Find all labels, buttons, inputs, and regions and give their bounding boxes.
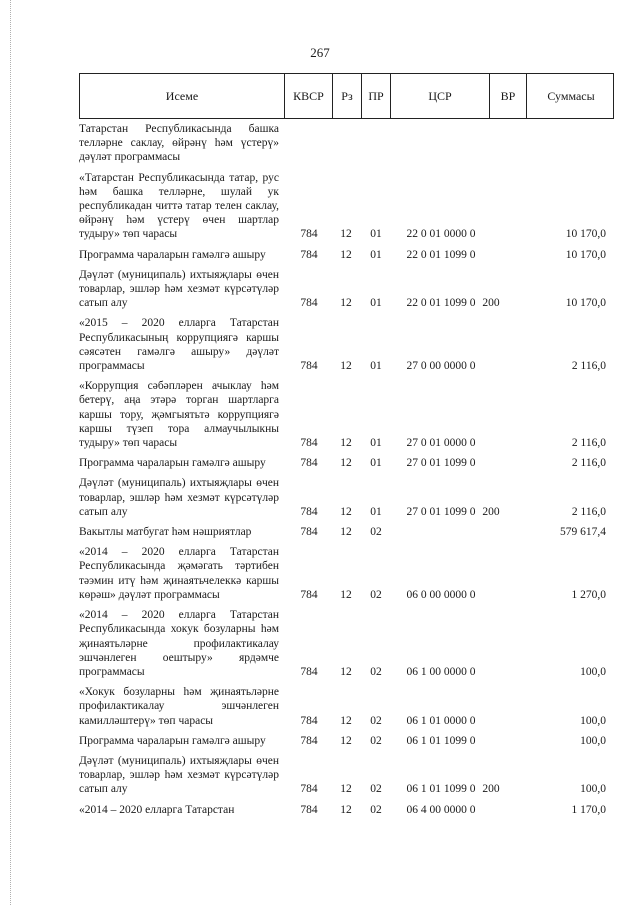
row-csr: 06 1 01 1099 0 bbox=[406, 783, 476, 796]
row-sum: 10 170,0 bbox=[565, 228, 606, 241]
row-rz: 12 bbox=[340, 360, 352, 373]
row-name: Программа чараларын гамәлгә ашыру bbox=[79, 457, 266, 470]
row-csr: 27 0 01 1099 0 bbox=[406, 505, 476, 518]
row-rz: 12 bbox=[340, 714, 352, 727]
row-rz: 12 bbox=[340, 588, 352, 601]
row-rz: 12 bbox=[340, 665, 352, 678]
table-row bbox=[79, 734, 614, 748]
header-kvsr: КВСР bbox=[285, 74, 333, 118]
row-pr: 01 bbox=[370, 437, 382, 450]
row-kvsr: 784 bbox=[300, 714, 318, 727]
row-name: Программа чараларын гамәлгә ашыру bbox=[79, 734, 266, 747]
row-sum: 10 170,0 bbox=[565, 297, 606, 310]
row-csr: 22 0 01 1099 0 bbox=[406, 248, 476, 261]
row-kvsr: 784 bbox=[300, 588, 318, 601]
table-row bbox=[79, 316, 614, 373]
row-kvsr: 784 bbox=[300, 665, 318, 678]
row-pr: 02 bbox=[370, 783, 382, 796]
row-pr: 01 bbox=[370, 457, 382, 470]
table-row bbox=[79, 171, 614, 242]
row-kvsr: 784 bbox=[300, 803, 318, 816]
header-sum: Суммасы bbox=[547, 88, 595, 103]
row-pr: 02 bbox=[370, 734, 382, 747]
row-name: «2014 – 2020 елларга Татарстан Республикасында хокук бозуларны һәм җинаятьләрне профилактикалау эшчәнлеген оештыру» ярдәмче программасы bbox=[79, 609, 279, 678]
row-name: Татарстан Республикасында башка телләрне саклау, өйрәнү һәм үстерү» дәүләт программасы bbox=[79, 123, 279, 164]
row-pr: 02 bbox=[370, 526, 382, 539]
row-rz: 12 bbox=[340, 526, 352, 539]
table-row bbox=[79, 803, 614, 817]
row-rz: 12 bbox=[340, 228, 352, 241]
table-row bbox=[79, 754, 614, 797]
header-name: Исеме bbox=[80, 74, 285, 118]
header-pr: ПР bbox=[362, 74, 391, 118]
row-pr: 01 bbox=[370, 360, 382, 373]
row-sum: 579 617,4 bbox=[560, 526, 606, 539]
row-csr: 27 0 01 1099 0 bbox=[406, 457, 476, 470]
table-row bbox=[79, 476, 614, 519]
row-csr: 06 1 00 0000 0 bbox=[406, 665, 476, 678]
row-name: Дәүләт (муниципаль) ихтыяҗлары өчен товарлар, эшләр һәм хезмәт күрсәтүләр сатып алу bbox=[79, 477, 279, 518]
row-rz: 12 bbox=[340, 457, 352, 470]
row-sum: 2 116,0 bbox=[571, 505, 606, 518]
row-name: «Татарстан Республикасында татар, рус һәм башка телләрне, шулай ук республикадан читтә татар телен саклау, өйрәнү һәм үстерү өчен шартлар тудыру» төп чарасы bbox=[79, 171, 279, 241]
row-csr: 27 0 01 0000 0 bbox=[406, 437, 476, 450]
row-rz: 12 bbox=[340, 248, 352, 261]
row-kvsr: 784 bbox=[300, 783, 318, 796]
page-number: 267 bbox=[310, 45, 330, 60]
table-header bbox=[79, 73, 614, 119]
row-rz: 12 bbox=[340, 437, 352, 450]
row-csr: 27 0 00 0000 0 bbox=[406, 360, 476, 373]
row-sum: 2 116,0 bbox=[571, 437, 606, 450]
table-row bbox=[79, 545, 614, 602]
row-csr: 06 4 00 0000 0 bbox=[406, 803, 476, 816]
row-sum: 100,0 bbox=[580, 783, 606, 796]
row-rz: 12 bbox=[340, 297, 352, 310]
row-rz: 12 bbox=[340, 803, 352, 816]
row-name: Программа чараларын гамәлгә ашыру bbox=[79, 248, 266, 261]
row-sum: 1 170,0 bbox=[571, 803, 606, 816]
row-kvsr: 784 bbox=[300, 505, 318, 518]
row-name: «Коррупция сәбәпләрен ачыклау һәм бетерү, аңа этәрә торган шартларга каршы тору, җәмгыятьтә коррупциягә каршы түзеп тора алмаучылыкны тудыру» төп чарасы bbox=[79, 380, 279, 450]
row-vr: 200 bbox=[482, 505, 500, 518]
row-kvsr: 784 bbox=[300, 248, 318, 261]
row-kvsr: 784 bbox=[300, 526, 318, 539]
row-sum: 2 116,0 bbox=[571, 457, 606, 470]
row-csr: 22 0 01 1099 0 bbox=[406, 297, 476, 310]
row-kvsr: 784 bbox=[300, 437, 318, 450]
row-pr: 02 bbox=[370, 588, 382, 601]
row-kvsr: 784 bbox=[300, 360, 318, 373]
table-body bbox=[79, 122, 614, 817]
row-name: Дәүләт (муниципаль) ихтыяҗлары өчен товарлар, эшләр һәм хезмәт күрсәтүләр сатып алу bbox=[79, 268, 279, 310]
row-name: «Хокук бозуларны һәм җинаятьләрне профилактикалау эшчәнлеген камилләштерү» төп чарасы bbox=[79, 686, 279, 727]
row-sum: 2 116,0 bbox=[571, 360, 606, 373]
row-pr: 02 bbox=[370, 665, 382, 678]
table-row bbox=[79, 268, 614, 311]
table-row bbox=[79, 608, 614, 679]
table-row bbox=[79, 379, 614, 450]
row-csr: 22 0 01 0000 0 bbox=[406, 228, 476, 241]
row-rz: 12 bbox=[340, 734, 352, 747]
row-csr: 06 0 00 0000 0 bbox=[406, 588, 476, 601]
row-sum: 100,0 bbox=[580, 714, 606, 727]
row-vr: 200 bbox=[482, 783, 500, 796]
row-name: «2014 – 2020 елларга Татарстан Республикасында җәмәгать тәртибен тәэмин итү һәм җинаятьчелеккә каршы көрәш» дәүләт программасы bbox=[79, 546, 279, 601]
table-row bbox=[79, 525, 614, 539]
row-pr: 02 bbox=[370, 803, 382, 816]
row-pr: 02 bbox=[370, 714, 382, 727]
row-sum: 100,0 bbox=[580, 734, 606, 747]
scan-margin-dots bbox=[10, 0, 11, 905]
row-kvsr: 784 bbox=[300, 457, 318, 470]
row-sum: 100,0 bbox=[580, 665, 606, 678]
row-pr: 01 bbox=[370, 228, 382, 241]
row-kvsr: 784 bbox=[300, 734, 318, 747]
row-pr: 01 bbox=[370, 505, 382, 518]
header-vr: ВР bbox=[490, 74, 527, 118]
row-vr: 200 bbox=[482, 297, 500, 310]
row-csr: 06 1 01 1099 0 bbox=[406, 734, 476, 747]
table-row bbox=[79, 122, 614, 165]
row-rz: 12 bbox=[340, 505, 352, 518]
row-sum: 1 270,0 bbox=[571, 588, 606, 601]
header-csr: ЦСР bbox=[391, 74, 490, 118]
table-row bbox=[79, 685, 614, 728]
row-name: «2014 – 2020 елларга Татарстан bbox=[79, 803, 235, 816]
row-kvsr: 784 bbox=[300, 297, 318, 310]
header-rz: Рз bbox=[333, 74, 362, 118]
row-pr: 01 bbox=[370, 297, 382, 310]
table-row bbox=[79, 456, 614, 470]
row-pr: 01 bbox=[370, 248, 382, 261]
row-csr: 06 1 01 0000 0 bbox=[406, 714, 476, 727]
row-rz: 12 bbox=[340, 783, 352, 796]
row-kvsr: 784 bbox=[300, 228, 318, 241]
table-row bbox=[79, 248, 614, 262]
row-sum: 10 170,0 bbox=[565, 248, 606, 261]
row-name: Дәүләт (муниципаль) ихтыяҗлары өчен товарлар, эшләр һәм хезмәт күрсәтүләр сатып алу bbox=[79, 754, 279, 796]
row-name: «2015 – 2020 елларга Татарстан Республикасының коррупциягә каршы сәясәтен гамәлгә ашыру» дәүләт программасы bbox=[79, 317, 279, 373]
row-name: Вакытлы матбугат һәм нәшриятлар bbox=[79, 526, 252, 539]
